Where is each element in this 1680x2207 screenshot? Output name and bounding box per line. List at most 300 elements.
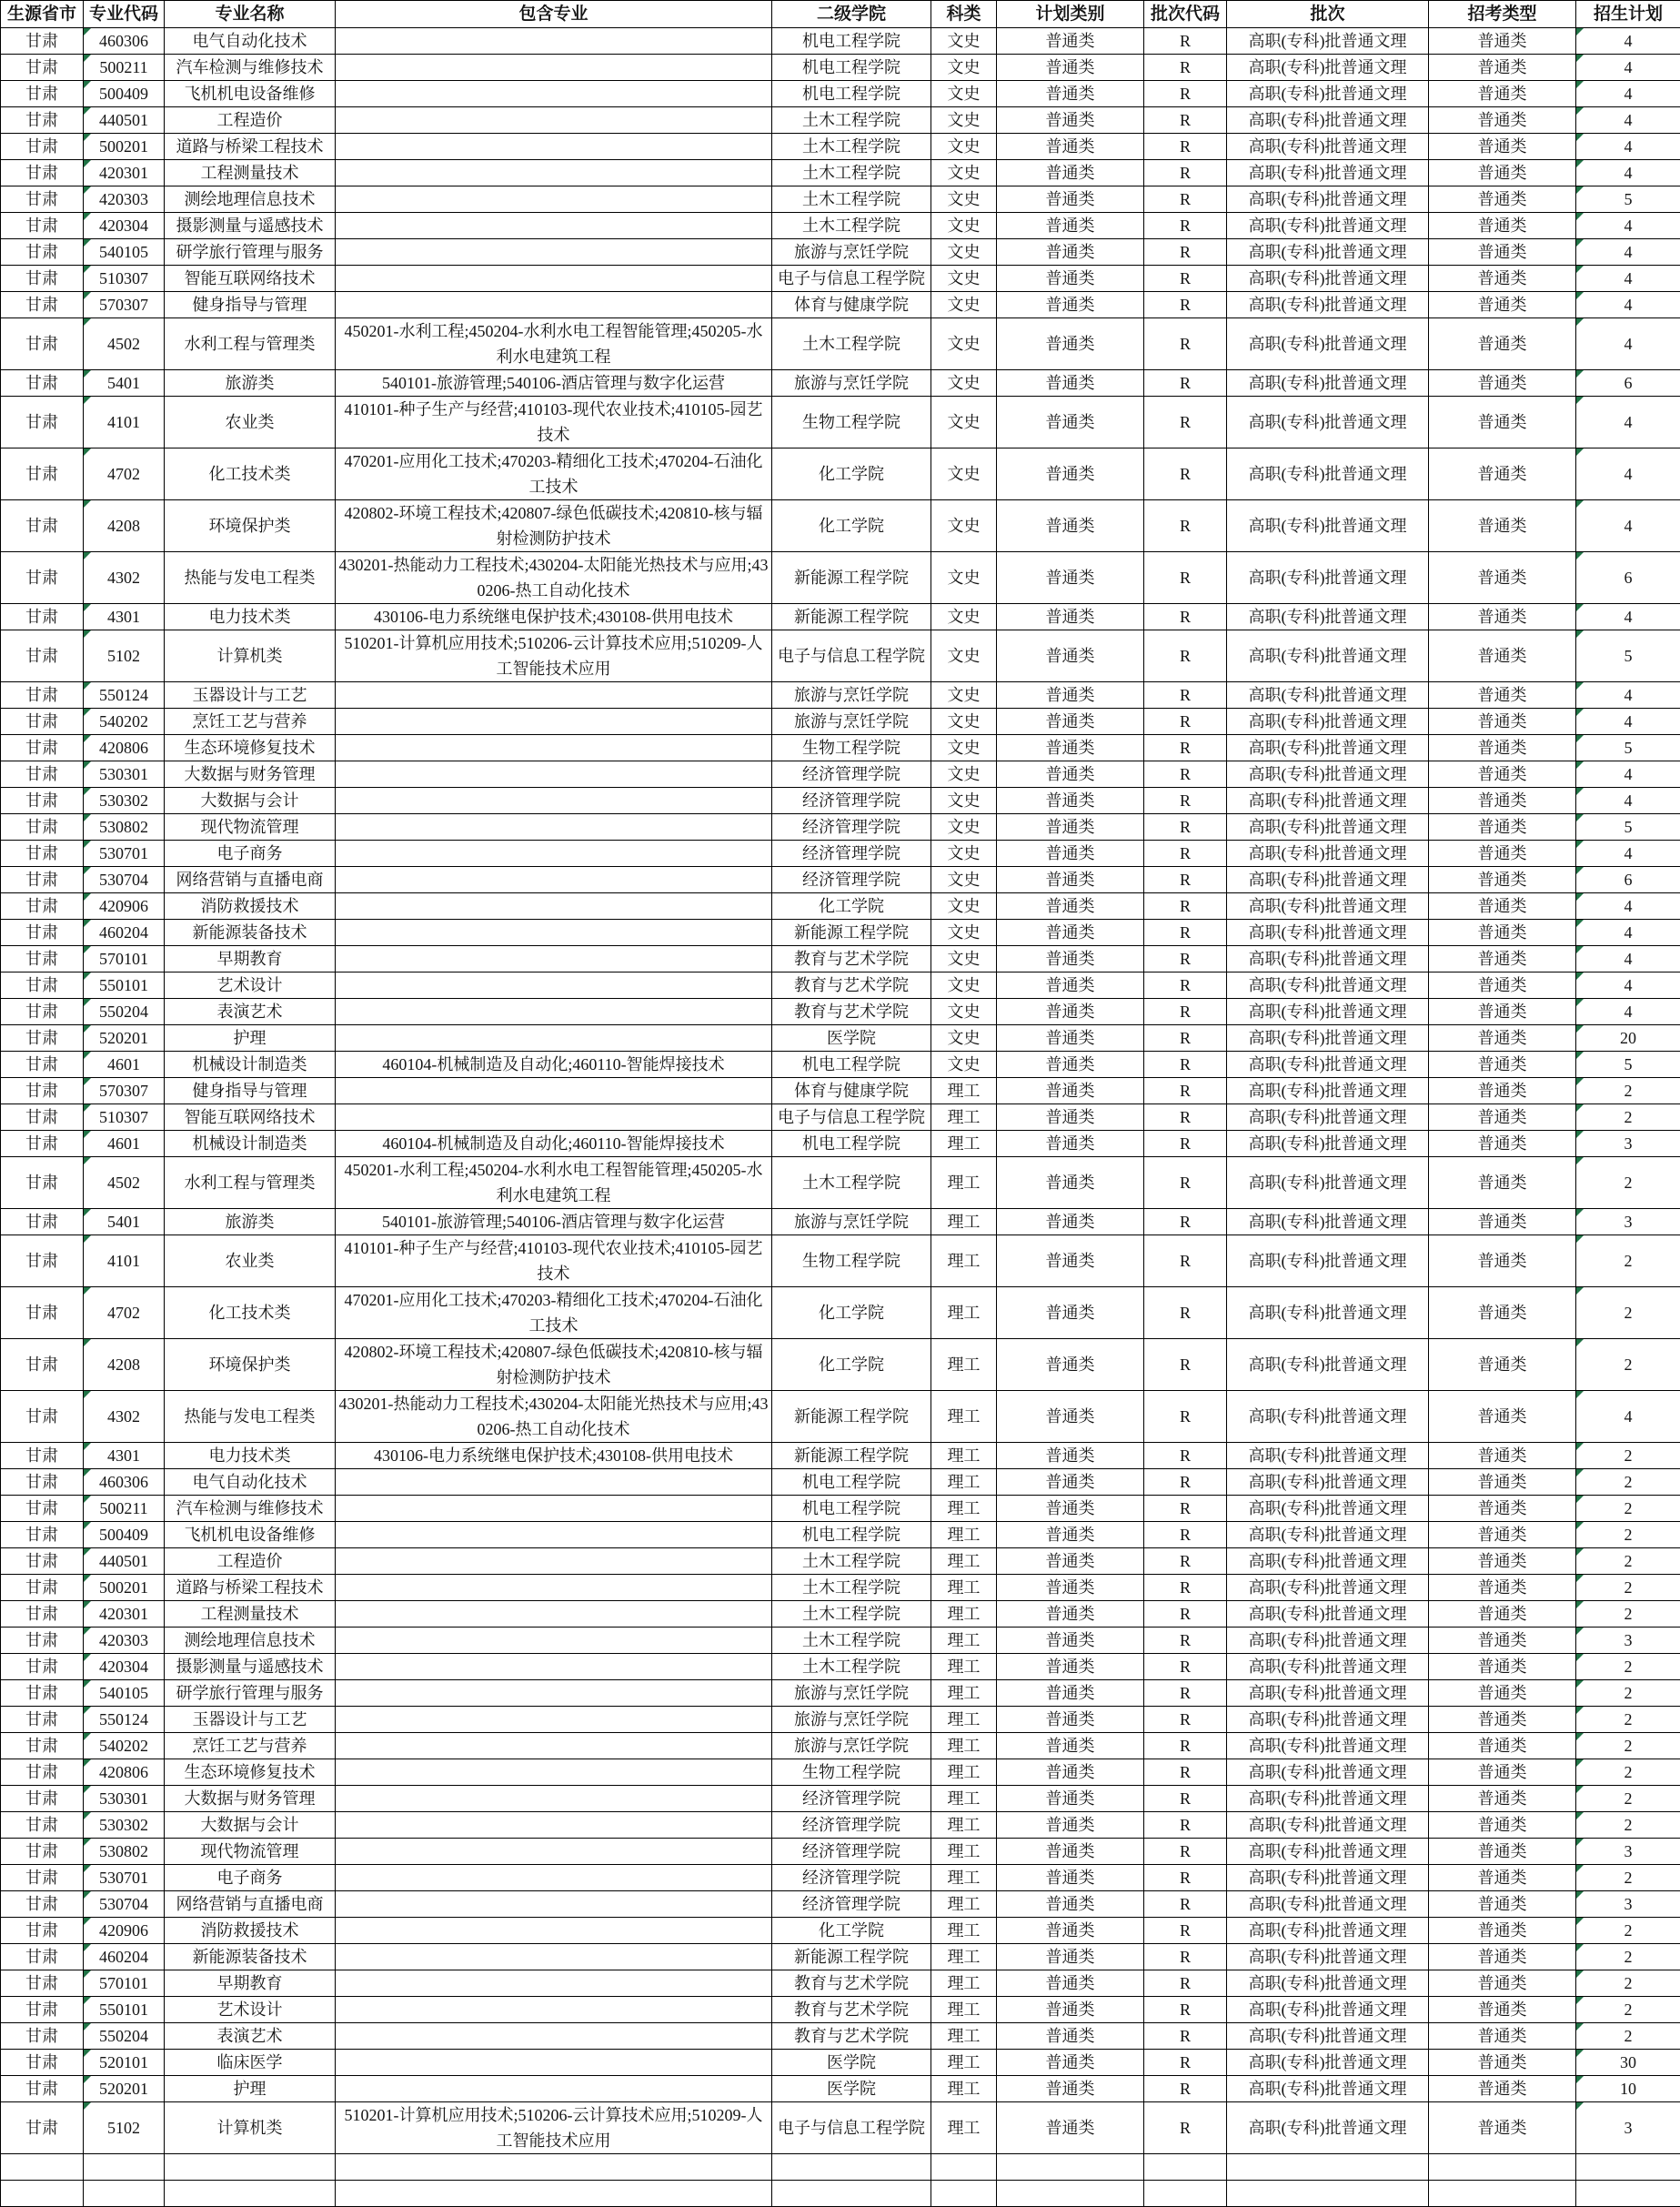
- cell-adm-type: 普通类: [1429, 682, 1576, 709]
- cell-college: 新能源工程学院: [772, 552, 931, 604]
- cell-province: 甘肃: [1, 1104, 84, 1131]
- cell-included: [336, 1601, 772, 1628]
- cell-code: 460306: [84, 28, 165, 55]
- cell-subject: 理工: [931, 1628, 997, 1654]
- cell-plan-count: 2: [1576, 1786, 1680, 1812]
- cell-plan-count: 6: [1576, 552, 1680, 604]
- cell-plan-count: 4: [1576, 893, 1680, 920]
- table-row: [1, 1235, 1680, 1287]
- cell-plan-category: 普通类: [997, 292, 1144, 318]
- cell-college: 体育与健康学院: [772, 292, 931, 318]
- cell-adm-type: 普通类: [1429, 134, 1576, 160]
- cell-batch: 高职(专科)批普通文理: [1227, 55, 1429, 81]
- cell-included: 540101-旅游管理;540106-酒店管理与数字化运营: [336, 1209, 772, 1235]
- cell-province: 甘肃: [1, 55, 84, 81]
- table-row: [1, 2023, 1680, 2050]
- cell-college: 生物工程学院: [772, 1235, 931, 1287]
- cell-adm-type: 普通类: [1429, 239, 1576, 266]
- cell-college: 教育与艺术学院: [772, 946, 931, 972]
- cell-name: 护理: [165, 2076, 336, 2102]
- cell-province: 甘肃: [1, 1918, 84, 1944]
- cell-college: 经济管理学院: [772, 867, 931, 893]
- cell-empty: [1576, 2181, 1680, 2207]
- cell-code: 530302: [84, 1812, 165, 1839]
- table-row: [1, 1944, 1680, 1970]
- cell-subject: 理工: [931, 1680, 997, 1707]
- cell-plan-count: 4: [1576, 761, 1680, 788]
- table-row: [1, 1654, 1680, 1680]
- cell-adm-type: 普通类: [1429, 1469, 1576, 1496]
- cell-plan-count: 3: [1576, 1839, 1680, 1865]
- cell-adm-type: 普通类: [1429, 1052, 1576, 1078]
- cell-code: 540202: [84, 709, 165, 735]
- cell-plan-count: 4: [1576, 788, 1680, 814]
- cell-batch-code: R: [1144, 397, 1227, 448]
- cell-subject: 理工: [931, 1443, 997, 1469]
- cell-name: 水利工程与管理类: [165, 1157, 336, 1209]
- cell-included: 450201-水利工程;450204-水利水电工程智能管理;450205-水利水电建筑工程: [336, 1157, 772, 1209]
- cell-college: 土木工程学院: [772, 186, 931, 213]
- table-row: [1, 1287, 1680, 1339]
- table-row: [1, 213, 1680, 239]
- cell-batch-code: R: [1144, 318, 1227, 370]
- cell-subject: 理工: [931, 1469, 997, 1496]
- cell-subject: 理工: [931, 2102, 997, 2154]
- cell-included: [336, 1575, 772, 1601]
- cell-plan-category: 普通类: [997, 500, 1144, 552]
- cell-plan-category: 普通类: [997, 972, 1144, 999]
- cell-plan-count: 2: [1576, 1680, 1680, 1707]
- cell-included: [336, 1891, 772, 1918]
- cell-batch: 高职(专科)批普通文理: [1227, 1287, 1429, 1339]
- cell-included: [336, 1469, 772, 1496]
- cell-included: [336, 107, 772, 134]
- cell-name: 旅游类: [165, 370, 336, 397]
- cell-subject: 文史: [931, 814, 997, 841]
- cell-code: 420304: [84, 213, 165, 239]
- cell-college: 经济管理学院: [772, 1891, 931, 1918]
- column-header-province: 生源省市: [1, 1, 84, 28]
- cell-batch: 高职(专科)批普通文理: [1227, 134, 1429, 160]
- cell-batch-code: R: [1144, 1575, 1227, 1601]
- cell-batch-code: R: [1144, 1391, 1227, 1443]
- table-row: [1, 1918, 1680, 1944]
- cell-adm-type: 普通类: [1429, 1970, 1576, 1997]
- cell-adm-type: 普通类: [1429, 1759, 1576, 1786]
- column-header-batch-code: 批次代码: [1144, 1, 1227, 28]
- cell-province: 甘肃: [1, 999, 84, 1025]
- cell-adm-type: 普通类: [1429, 318, 1576, 370]
- cell-adm-type: 普通类: [1429, 448, 1576, 500]
- cell-college: 土木工程学院: [772, 134, 931, 160]
- cell-name: 智能互联网络技术: [165, 266, 336, 292]
- cell-batch-code: R: [1144, 709, 1227, 735]
- cell-college: 机电工程学院: [772, 1469, 931, 1496]
- cell-code: 530301: [84, 1786, 165, 1812]
- cell-batch-code: R: [1144, 682, 1227, 709]
- cell-batch-code: R: [1144, 186, 1227, 213]
- cell-included: [336, 2050, 772, 2076]
- cell-plan-count: 2: [1576, 2023, 1680, 2050]
- cell-province: 甘肃: [1, 1680, 84, 1707]
- cell-batch: 高职(专科)批普通文理: [1227, 814, 1429, 841]
- cell-batch: 高职(专科)批普通文理: [1227, 1891, 1429, 1918]
- cell-province: 甘肃: [1, 1339, 84, 1391]
- cell-name: 化工技术类: [165, 1287, 336, 1339]
- cell-empty: [165, 2181, 336, 2207]
- table-row: [1, 1157, 1680, 1209]
- cell-subject: 理工: [931, 1548, 997, 1575]
- cell-college: 经济管理学院: [772, 1812, 931, 1839]
- cell-adm-type: 普通类: [1429, 1997, 1576, 2023]
- cell-code: 570101: [84, 946, 165, 972]
- cell-plan-category: 普通类: [997, 552, 1144, 604]
- cell-adm-type: 普通类: [1429, 1575, 1576, 1601]
- cell-code: 420806: [84, 735, 165, 761]
- cell-plan-category: 普通类: [997, 630, 1144, 682]
- cell-name: 道路与桥梁工程技术: [165, 1575, 336, 1601]
- cell-batch-code: R: [1144, 1601, 1227, 1628]
- cell-empty: [1227, 2181, 1429, 2207]
- cell-subject: 理工: [931, 1654, 997, 1680]
- cell-college: 医学院: [772, 2050, 931, 2076]
- cell-college: 生物工程学院: [772, 397, 931, 448]
- cell-plan-category: 普通类: [997, 1918, 1144, 1944]
- cell-batch-code: R: [1144, 1522, 1227, 1548]
- cell-batch: 高职(专科)批普通文理: [1227, 1654, 1429, 1680]
- table-row: [1, 1522, 1680, 1548]
- cell-batch-code: R: [1144, 1209, 1227, 1235]
- table-row: [1, 1575, 1680, 1601]
- cell-province: 甘肃: [1, 28, 84, 55]
- cell-province: 甘肃: [1, 867, 84, 893]
- cell-included: [336, 920, 772, 946]
- cell-batch: 高职(专科)批普通文理: [1227, 266, 1429, 292]
- cell-empty: [1429, 2181, 1576, 2207]
- cell-name: 表演艺术: [165, 2023, 336, 2050]
- cell-batch: 高职(专科)批普通文理: [1227, 1548, 1429, 1575]
- cell-code: 510307: [84, 266, 165, 292]
- cell-name: 玉器设计与工艺: [165, 682, 336, 709]
- cell-code: 460204: [84, 1944, 165, 1970]
- cell-province: 甘肃: [1, 397, 84, 448]
- cell-adm-type: 普通类: [1429, 867, 1576, 893]
- cell-plan-count: 5: [1576, 1052, 1680, 1078]
- cell-code: 520201: [84, 2076, 165, 2102]
- cell-subject: 理工: [931, 1918, 997, 1944]
- cell-college: 机电工程学院: [772, 28, 931, 55]
- cell-batch: 高职(专科)批普通文理: [1227, 1680, 1429, 1707]
- cell-code: 4702: [84, 1287, 165, 1339]
- cell-code: 530301: [84, 761, 165, 788]
- cell-name: 电子商务: [165, 841, 336, 867]
- cell-name: 旅游类: [165, 1209, 336, 1235]
- cell-name: 临床医学: [165, 2050, 336, 2076]
- cell-batch-code: R: [1144, 370, 1227, 397]
- cell-batch-code: R: [1144, 1839, 1227, 1865]
- cell-plan-category: 普通类: [997, 1469, 1144, 1496]
- cell-included: [336, 213, 772, 239]
- cell-subject: 理工: [931, 1104, 997, 1131]
- cell-adm-type: 普通类: [1429, 1944, 1576, 1970]
- cell-plan-count: 3: [1576, 1891, 1680, 1918]
- cell-empty: [1429, 2154, 1576, 2181]
- cell-batch: 高职(专科)批普通文理: [1227, 107, 1429, 134]
- cell-name: 工程造价: [165, 1548, 336, 1575]
- cell-batch-code: R: [1144, 1157, 1227, 1209]
- cell-included: [336, 814, 772, 841]
- cell-batch: 高职(专科)批普通文理: [1227, 1997, 1429, 2023]
- cell-college: 土木工程学院: [772, 107, 931, 134]
- cell-name: 热能与发电工程类: [165, 552, 336, 604]
- cell-code: 420303: [84, 1628, 165, 1654]
- cell-included: [336, 266, 772, 292]
- cell-included: [336, 1104, 772, 1131]
- cell-college: 新能源工程学院: [772, 920, 931, 946]
- cell-adm-type: 普通类: [1429, 2023, 1576, 2050]
- cell-batch-code: R: [1144, 788, 1227, 814]
- cell-empty: [931, 2181, 997, 2207]
- table-row: [1, 1025, 1680, 1052]
- cell-batch-code: R: [1144, 134, 1227, 160]
- cell-adm-type: 普通类: [1429, 1680, 1576, 1707]
- table-row: [1, 500, 1680, 552]
- cell-code: 530802: [84, 1839, 165, 1865]
- cell-batch: 高职(专科)批普通文理: [1227, 1522, 1429, 1548]
- cell-plan-count: 2: [1576, 1759, 1680, 1786]
- cell-college: 经济管理学院: [772, 788, 931, 814]
- cell-batch-code: R: [1144, 1997, 1227, 2023]
- cell-name: 生态环境修复技术: [165, 1759, 336, 1786]
- table-row: [1, 160, 1680, 186]
- cell-plan-count: 4: [1576, 266, 1680, 292]
- cell-college: 化工学院: [772, 893, 931, 920]
- cell-plan-category: 普通类: [997, 28, 1144, 55]
- cell-batch-code: R: [1144, 972, 1227, 999]
- cell-batch: 高职(专科)批普通文理: [1227, 946, 1429, 972]
- cell-code: 4601: [84, 1131, 165, 1157]
- cell-included: [336, 1786, 772, 1812]
- cell-batch-code: R: [1144, 213, 1227, 239]
- cell-batch: 高职(专科)批普通文理: [1227, 630, 1429, 682]
- cell-name: 测绘地理信息技术: [165, 1628, 336, 1654]
- table-row: [1, 920, 1680, 946]
- cell-college: 医学院: [772, 1025, 931, 1052]
- cell-plan-count: 6: [1576, 370, 1680, 397]
- cell-adm-type: 普通类: [1429, 1391, 1576, 1443]
- cell-name: 电力技术类: [165, 1443, 336, 1469]
- cell-plan-count: 4: [1576, 318, 1680, 370]
- cell-batch: 高职(专科)批普通文理: [1227, 1209, 1429, 1235]
- cell-adm-type: 普通类: [1429, 1104, 1576, 1131]
- cell-code: 440501: [84, 107, 165, 134]
- cell-college: 机电工程学院: [772, 1131, 931, 1157]
- cell-plan-count: 2: [1576, 1918, 1680, 1944]
- cell-included: [336, 186, 772, 213]
- cell-subject: 理工: [931, 1759, 997, 1786]
- cell-plan-count: 2: [1576, 1865, 1680, 1891]
- cell-name: 飞机机电设备维修: [165, 1522, 336, 1548]
- cell-code: 550101: [84, 1997, 165, 2023]
- cell-subject: 文史: [931, 500, 997, 552]
- cell-batch: 高职(专科)批普通文理: [1227, 682, 1429, 709]
- cell-name: 艺术设计: [165, 1997, 336, 2023]
- cell-plan-count: 3: [1576, 2102, 1680, 2154]
- cell-batch: 高职(专科)批普通文理: [1227, 1812, 1429, 1839]
- cell-plan-count: 4: [1576, 28, 1680, 55]
- cell-batch: 高职(专科)批普通文理: [1227, 239, 1429, 266]
- cell-name: 早期教育: [165, 1970, 336, 1997]
- cell-adm-type: 普通类: [1429, 1235, 1576, 1287]
- cell-province: 甘肃: [1, 761, 84, 788]
- cell-batch-code: R: [1144, 2076, 1227, 2102]
- cell-plan-count: 2: [1576, 1287, 1680, 1339]
- cell-plan-category: 普通类: [997, 1209, 1144, 1235]
- cell-included: [336, 788, 772, 814]
- cell-province: 甘肃: [1, 81, 84, 107]
- cell-included: 420802-环境工程技术;420807-绿色低碳技术;420810-核与辐射检测防护技术: [336, 500, 772, 552]
- cell-batch-code: R: [1144, 1786, 1227, 1812]
- cell-included: [336, 1865, 772, 1891]
- cell-plan-category: 普通类: [997, 1522, 1144, 1548]
- cell-province: 甘肃: [1, 1707, 84, 1733]
- cell-batch: 高职(专科)批普通文理: [1227, 1025, 1429, 1052]
- cell-adm-type: 普通类: [1429, 893, 1576, 920]
- cell-code: 500409: [84, 1522, 165, 1548]
- cell-subject: 文史: [931, 448, 997, 500]
- cell-batch-code: R: [1144, 1235, 1227, 1287]
- cell-batch-code: R: [1144, 1680, 1227, 1707]
- cell-batch: 高职(专科)批普通文理: [1227, 2050, 1429, 2076]
- empty-row: [1, 2154, 1680, 2181]
- cell-batch: 高职(专科)批普通文理: [1227, 1628, 1429, 1654]
- cell-batch-code: R: [1144, 239, 1227, 266]
- cell-subject: 理工: [931, 1157, 997, 1209]
- cell-batch: 高职(专科)批普通文理: [1227, 1759, 1429, 1786]
- cell-college: 化工学院: [772, 1339, 931, 1391]
- cell-name: 大数据与会计: [165, 1812, 336, 1839]
- cell-batch: 高职(专科)批普通文理: [1227, 788, 1429, 814]
- cell-plan-category: 普通类: [997, 2050, 1144, 2076]
- cell-plan-count: 5: [1576, 186, 1680, 213]
- cell-province: 甘肃: [1, 630, 84, 682]
- cell-plan-category: 普通类: [997, 1970, 1144, 1997]
- cell-subject: 理工: [931, 1339, 997, 1391]
- cell-plan-category: 普通类: [997, 1812, 1144, 1839]
- cell-subject: 文史: [931, 761, 997, 788]
- cell-subject: 文史: [931, 55, 997, 81]
- cell-college: 旅游与烹饪学院: [772, 1733, 931, 1759]
- cell-college: 化工学院: [772, 1287, 931, 1339]
- cell-province: 甘肃: [1, 682, 84, 709]
- cell-college: 教育与艺术学院: [772, 972, 931, 999]
- cell-code: 500201: [84, 1575, 165, 1601]
- cell-plan-category: 普通类: [997, 814, 1144, 841]
- cell-college: 旅游与烹饪学院: [772, 1680, 931, 1707]
- table-row: [1, 134, 1680, 160]
- cell-batch: 高职(专科)批普通文理: [1227, 2023, 1429, 2050]
- cell-batch: 高职(专科)批普通文理: [1227, 2076, 1429, 2102]
- cell-empty: [1, 2154, 84, 2181]
- cell-included: [336, 682, 772, 709]
- table-row: [1, 604, 1680, 630]
- cell-province: 甘肃: [1, 1786, 84, 1812]
- cell-code: 550124: [84, 682, 165, 709]
- cell-included: [336, 1628, 772, 1654]
- cell-adm-type: 普通类: [1429, 292, 1576, 318]
- cell-plan-count: 2: [1576, 1522, 1680, 1548]
- cell-name: 大数据与财务管理: [165, 1786, 336, 1812]
- cell-plan-category: 普通类: [997, 1548, 1144, 1575]
- column-header-name: 专业名称: [165, 1, 336, 28]
- cell-name: 机械设计制造类: [165, 1052, 336, 1078]
- cell-province: 甘肃: [1, 318, 84, 370]
- cell-batch-code: R: [1144, 1469, 1227, 1496]
- cell-plan-count: 4: [1576, 500, 1680, 552]
- cell-adm-type: 普通类: [1429, 1786, 1576, 1812]
- cell-name: 网络营销与直播电商: [165, 1891, 336, 1918]
- cell-batch: 高职(专科)批普通文理: [1227, 604, 1429, 630]
- cell-subject: 文史: [931, 160, 997, 186]
- cell-adm-type: 普通类: [1429, 1891, 1576, 1918]
- cell-subject: 理工: [931, 1496, 997, 1522]
- cell-adm-type: 普通类: [1429, 1918, 1576, 1944]
- cell-batch: 高职(专科)批普通文理: [1227, 370, 1429, 397]
- cell-batch: 高职(专科)批普通文理: [1227, 1707, 1429, 1733]
- cell-plan-count: 10: [1576, 2076, 1680, 2102]
- cell-plan-category: 普通类: [997, 1865, 1144, 1891]
- cell-empty: [1144, 2154, 1227, 2181]
- cell-included: [336, 1078, 772, 1104]
- cell-plan-category: 普通类: [997, 1944, 1144, 1970]
- cell-adm-type: 普通类: [1429, 1025, 1576, 1052]
- table-row: [1, 1733, 1680, 1759]
- cell-batch-code: R: [1144, 552, 1227, 604]
- cell-batch-code: R: [1144, 2050, 1227, 2076]
- table-row: [1, 81, 1680, 107]
- cell-college: 生物工程学院: [772, 735, 931, 761]
- cell-college: 经济管理学院: [772, 761, 931, 788]
- table-row: [1, 867, 1680, 893]
- cell-batch-code: R: [1144, 1733, 1227, 1759]
- cell-name: 艺术设计: [165, 972, 336, 999]
- cell-empty: [336, 2154, 772, 2181]
- cell-adm-type: 普通类: [1429, 1443, 1576, 1469]
- cell-plan-category: 普通类: [997, 1287, 1144, 1339]
- cell-plan-count: 4: [1576, 920, 1680, 946]
- cell-batch-code: R: [1144, 999, 1227, 1025]
- cell-batch: 高职(专科)批普通文理: [1227, 1131, 1429, 1157]
- cell-adm-type: 普通类: [1429, 1733, 1576, 1759]
- cell-plan-count: 6: [1576, 867, 1680, 893]
- cell-batch: 高职(专科)批普通文理: [1227, 186, 1429, 213]
- cell-name: 表演艺术: [165, 999, 336, 1025]
- cell-college: 旅游与烹饪学院: [772, 709, 931, 735]
- cell-province: 甘肃: [1, 1865, 84, 1891]
- cell-batch-code: R: [1144, 1654, 1227, 1680]
- cell-name: 健身指导与管理: [165, 292, 336, 318]
- cell-code: 4502: [84, 1157, 165, 1209]
- cell-included: 410101-种子生产与经营;410103-现代农业技术;410105-园艺技术: [336, 397, 772, 448]
- cell-college: 机电工程学院: [772, 1496, 931, 1522]
- cell-name: 大数据与会计: [165, 788, 336, 814]
- cell-subject: 理工: [931, 1970, 997, 1997]
- cell-name: 健身指导与管理: [165, 1078, 336, 1104]
- cell-batch: 高职(专科)批普通文理: [1227, 867, 1429, 893]
- cell-batch: 高职(专科)批普通文理: [1227, 999, 1429, 1025]
- cell-college: 新能源工程学院: [772, 1443, 931, 1469]
- cell-subject: 理工: [931, 1235, 997, 1287]
